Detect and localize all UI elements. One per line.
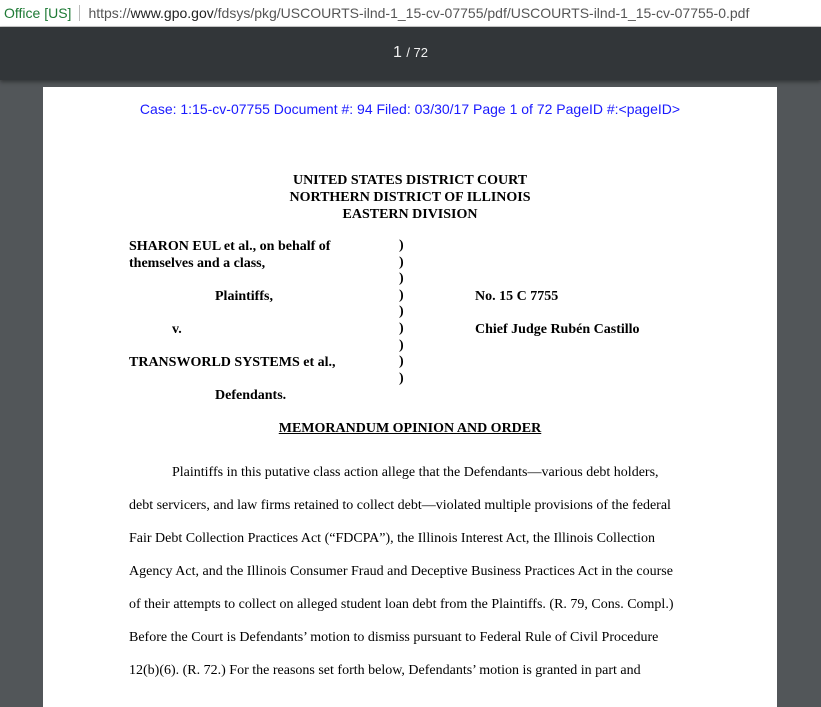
plaintiff-name-cont: themselves and a class, xyxy=(129,256,266,271)
pdf-page xyxy=(43,87,777,707)
plaintiff-name: SHARON EUL et al., on behalf of xyxy=(129,239,331,254)
url-scheme: https:// xyxy=(88,5,131,21)
defendant-name: TRANSWORLD SYSTEMS et al., xyxy=(129,355,336,370)
case-header-stamp: Case: 1:15-cv-07755 Document #: 94 Filed: 03/30/17 Page 1 of 72 PageID #:<pageID> xyxy=(139,101,681,117)
paren: ) xyxy=(399,287,404,303)
divider xyxy=(79,5,80,21)
body-line: debt servicers, and law firms retained to collect debt—violated multiple provisions of the federal xyxy=(129,498,671,513)
court-line: EASTERN DIVISION xyxy=(342,207,478,222)
body-line: 12(b)(6). (R. 72.) For the reasons set forth below, Defendants’ motion is granted in part and xyxy=(129,663,641,678)
body-line: Agency Act, and the Illinois Consumer Fraud and Deceptive Business Practices Act in the course xyxy=(129,564,673,579)
defendants-label: Defendants. xyxy=(215,388,287,403)
body-text xyxy=(129,456,699,687)
paren: ) xyxy=(399,370,404,386)
url-domain: www.gpo.gov xyxy=(130,5,214,21)
current-page-input[interactable]: 1 xyxy=(392,44,402,61)
paren: ) xyxy=(399,337,404,353)
paren: ) xyxy=(399,238,404,253)
paren: ) xyxy=(399,271,404,287)
url-path: /fdsys/pkg/USCOURTS-ilnd-1_15-cv-07755/pdf/USCOURTS-ilnd-1_15-cv-07755-0.pdf xyxy=(213,5,750,21)
security-indicator[interactable]: Office [US] xyxy=(4,5,72,21)
versus: v. xyxy=(172,322,182,337)
court-line: NORTHERN DISTRICT OF ILLINOIS xyxy=(289,190,531,205)
judge-name: Chief Judge Rubén Castillo xyxy=(475,322,640,337)
body-line: of their attempts to collect on alleged student loan debt from the Plaintiffs. (R. 79, Cons. Compl.) xyxy=(129,597,674,612)
document-title: MEMORANDUM OPINION AND ORDER xyxy=(278,421,542,436)
plaintiffs-label: Plaintiffs, xyxy=(215,289,273,304)
total-pages: / 72 xyxy=(406,45,429,60)
body-line: Plaintiffs in this putative class action allege that the Defendants—various debt holders, xyxy=(172,465,659,480)
pdf-toolbar xyxy=(0,27,821,80)
court-heading xyxy=(43,172,777,223)
caption-parentheses xyxy=(399,238,404,387)
body-line: Before the Court is Defendants’ motion to dismiss pursuant to Federal Rule of Civil Procedure xyxy=(129,630,659,645)
court-line: UNITED STATES DISTRICT COURT xyxy=(292,173,528,188)
case-number: No. 15 C 7755 xyxy=(475,289,559,304)
paren: ) xyxy=(399,254,404,270)
body-line: Fair Debt Collection Practices Act (“FDCPA”), the Illinois Interest Act, the Illinois Collection xyxy=(129,531,655,546)
paren: ) xyxy=(399,320,404,336)
url-text[interactable] xyxy=(88,5,749,21)
paren: ) xyxy=(399,304,404,320)
address-bar[interactable] xyxy=(0,0,821,27)
paren: ) xyxy=(399,354,404,370)
